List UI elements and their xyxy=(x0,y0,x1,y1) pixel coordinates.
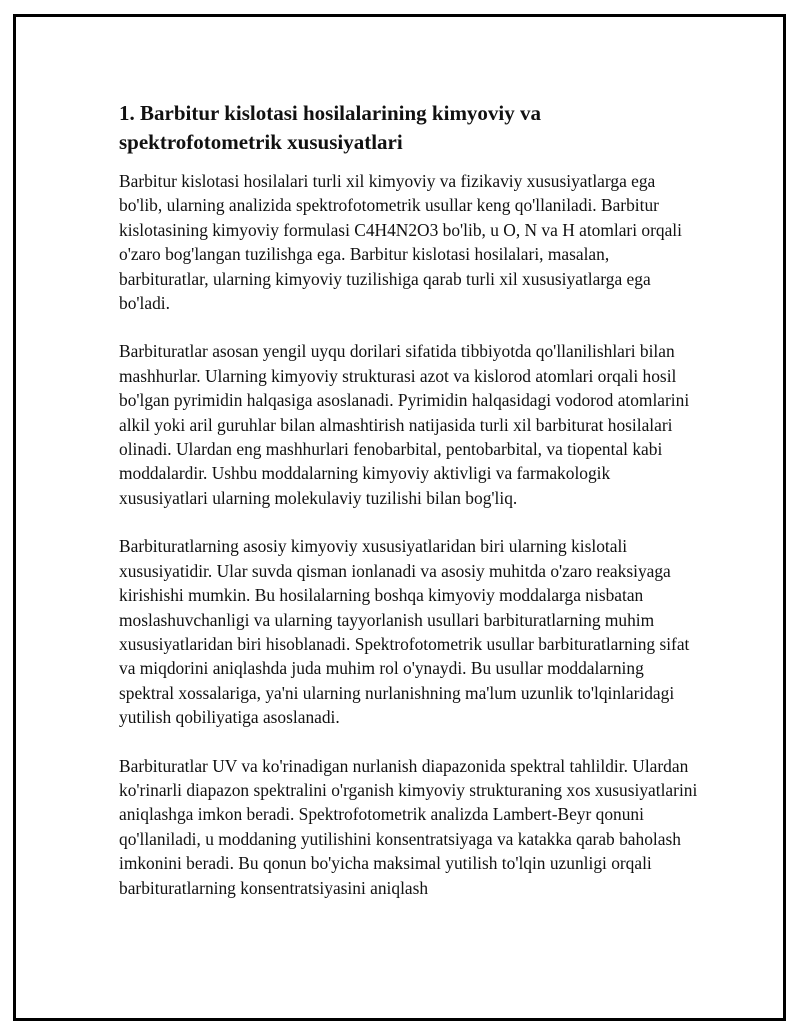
paragraph-4: Barbituratlar UV va ko'rinadigan nurlanish diapazonida spektral tahlildir. Ulardan ko'rinarli diapazon spektralini o'rganish kimyoviy strukturaning xos xususiyatlarini aniqlashga imkon beradi. Spektrofotometrik analizda Lambert-Beyr qonuni qo'llaniladi, u moddaning yutilishini konsentratsiyaga va katakka qarab baholash imkonini beradi. Bu qonun bo'yicha maksimal yutilish to'lqin uzunligi orqali barbituratlarning konsentratsiyasini aniqlash xyxy=(119,755,698,898)
paragraph-2: Barbituratlar asosan yengil uyqu dorilari sifatida tibbiyotda qo'llanilishlari bilan mashhurlar. Ularning kimyoviy strukturasi azot va kislorod atomlari orqali hosil bo'lgan pyrimidin halqasiga asoslanadi. Pyrimidin halqasidagi vodorod atomlarini alkil yoki aril guruhlar bilan almashtirish natijasida turli xil barbiturat hosilalari olinadi. Ulardan eng mashhurlari fenobarbital, pentobarbital, va tiopental kabi moddalardir. Ushbu moddalarning kimyoviy aktivligi va farmakologik xususiyatlari ularning molekulaviy tuzilishi bilan bog'liq. xyxy=(119,341,690,508)
paragraph-1: Barbitur kislotasi hosilalari turli xil kimyoviy va fizikaviy xususiyatlarga ega bo'lib, ularning analizida spektrofotometrik usullar keng qo'llaniladi. Barbitur kislotasining kimyoviy formulasi C4H4N2O3 bo'lib, u O, N va H atomlari orqali o'zaro bog'langan tuzilishga ega. Barbitur kislotasi hosilalari, masalan, barbituratlar, ularning kimyoviy tuzilishiga qarab turli xil xususiyatlarga ega bo'ladi. xyxy=(119,171,682,314)
document-body xyxy=(119,99,699,924)
section-heading: 1. Barbitur kislotasi hosilalarining kimyoviy va spektrofotometrik xususiyatlari xyxy=(119,101,542,154)
paragraph-3: Barbituratlarning asosiy kimyoviy xususiyatlaridan biri ularning kislotali xususiyatidir. Ular suvda qisman ionlanadi va asosiy muhitda o'zaro reaksiyaga kirishishi mumkin. Bu hosilalarning boshqa kimyoviy moddalarga nisbatan moslashuvchanligi va ularning tayyorlanish usullari barbituratlarning muhim xususiyatlaridan biri hisoblanadi. Spektrofotometrik usullar barbituratlarning sifat va miqdorini aniqlashda juda muhim rol o'ynaydi. Bu usullar moddalarning spektral xossalariga, ya'ni ularning nurlanishning ma'lum uzunlik to'lqinlaridagi yutilish qobiliyatiga asoslanadi. xyxy=(119,536,690,728)
page-frame xyxy=(13,14,786,1021)
